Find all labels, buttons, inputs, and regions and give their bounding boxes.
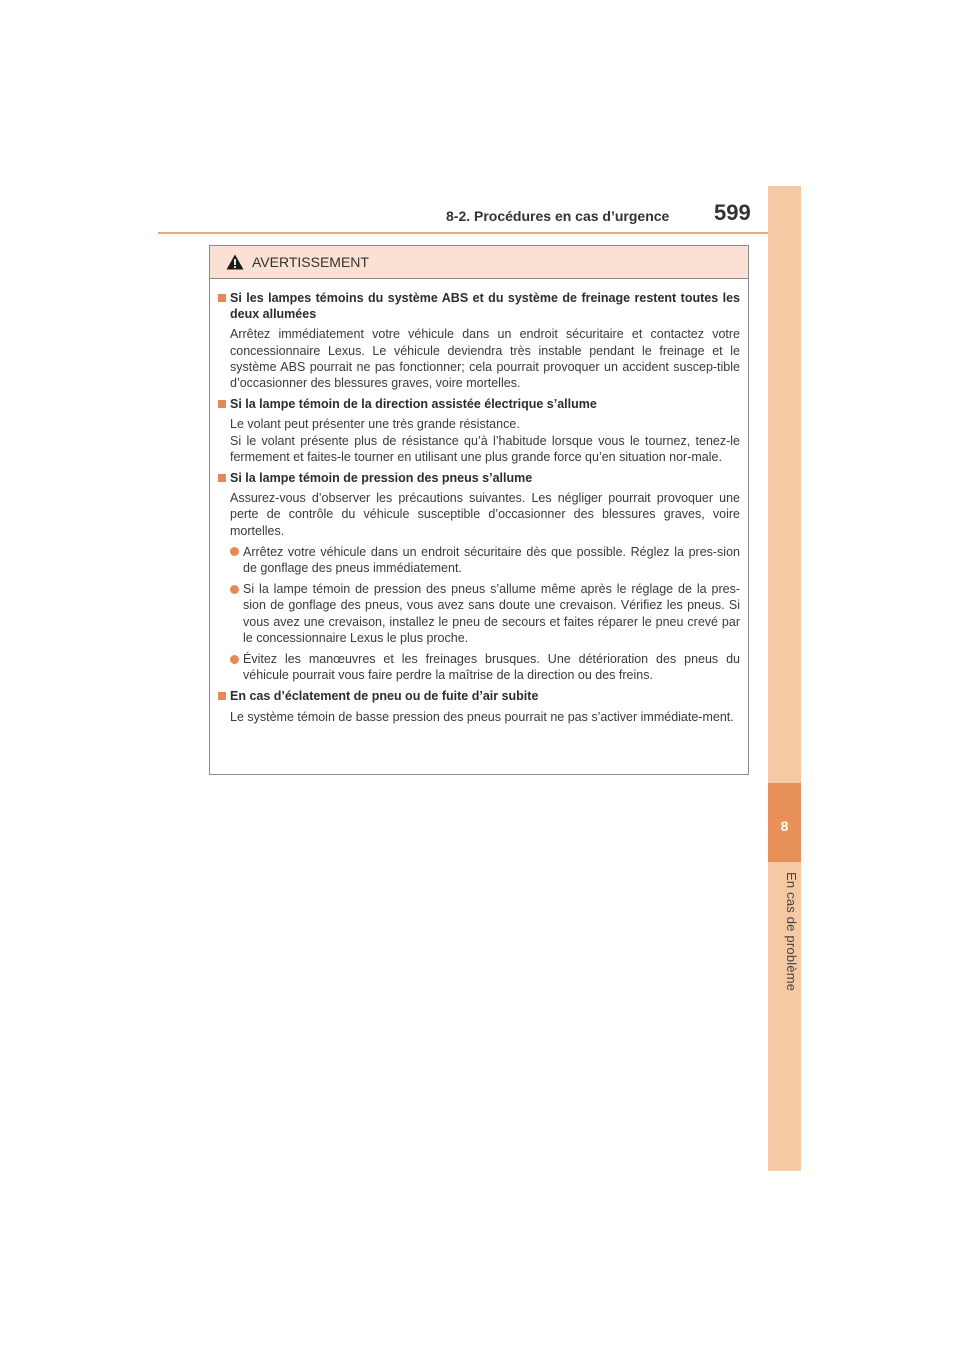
round-bullet-icon (230, 547, 239, 556)
warning-item-heading (218, 290, 740, 322)
warning-paragraph: Si le volant présente plus de résistance qu’à l’habitude lorsque vous le tournez, tenez-le fermement et faites-le tourner en utilisant une plus grande force qu’en situation nor-male. (230, 433, 740, 464)
square-bullet-icon (218, 692, 226, 700)
warning-bullet (230, 651, 740, 683)
warning-bullet-text: Si la lampe témoin de pression des pneus s’allume même après le réglage de la pres-sion de gonflage des pneus, vous avez sans doute une crevaison. Vérifiez les pneus. Si vous avez une crevaison, installez le pneu de secours et faites réparer le pneu crevé par le concessionnaire Lexus le plus proche. (243, 582, 740, 645)
warning-item-title: Si la lampe témoin de pression des pneus s’allume (230, 471, 533, 486)
warning-title: AVERTISSEMENT (252, 254, 369, 270)
warning-item-heading (218, 470, 740, 486)
warning-item-title: Si les lampes témoins du système ABS et du système de freinage restent toutes les deux allumées (230, 291, 740, 322)
warning-box (209, 245, 749, 775)
warning-item-heading (218, 688, 740, 704)
square-bullet-icon (218, 400, 226, 408)
warning-item (218, 290, 740, 391)
chapter-number: 8 (780, 818, 789, 834)
warning-item (218, 396, 740, 465)
chapter-side-strip (768, 186, 801, 1171)
warning-triangle-icon (226, 254, 244, 270)
warning-paragraph: Le volant peut présenter une très grande résistance. (230, 417, 520, 432)
square-bullet-icon (218, 294, 226, 302)
warning-item-title: Si la lampe témoin de la direction assistée électrique s’allume (230, 397, 597, 412)
warning-item (218, 688, 740, 724)
warning-bullet-text: Évitez les manœuvres et les freinages brusques. Une détérioration des pneus du véhicule pourrait vous faire perdre la maîtrise de la direction ou des freins. (243, 652, 740, 683)
section-title: 8-2. Procédures en cas d’urgence (446, 208, 670, 224)
header-divider (158, 232, 800, 234)
warning-paragraph: Le système témoin de basse pression des pneus pourrait ne pas s’activer immédiate-ment. (230, 709, 734, 724)
warning-paragraph: Assurez-vous d’observer les précautions suivantes. Les négliger pourrait provoquer une perte de contrôle du véhicule susceptible d’occasionner des blessures graves, voire mortelles. (230, 491, 740, 538)
chapter-label: En cas de problème (784, 872, 799, 992)
warning-paragraph: Arrêtez immédiatement votre véhicule dans un endroit sécuritaire et contactez votre concessionnaire Lexus. Le véhicule deviendra très instable pendant le freinage et le système ABS pourrait ne pas fonctionner; cela pourrait provoquer un accident suscep-tible d’occasionner des blessures graves, voire mortelles. (230, 327, 740, 391)
warning-header (210, 246, 748, 279)
warning-bullet-text: Arrêtez votre véhicule dans un endroit sécuritaire dès que possible. Réglez la pres-sion de gonflage des pneus immédiatement. (243, 544, 740, 576)
warning-body (210, 279, 748, 725)
round-bullet-icon (230, 655, 239, 664)
warning-item-title: En cas d’éclatement de pneu ou de fuite d’air subite (230, 689, 539, 704)
warning-item-heading (218, 396, 740, 412)
warning-item (218, 470, 740, 683)
page-number: 599 (714, 200, 751, 225)
round-bullet-icon (230, 585, 239, 594)
square-bullet-icon (218, 474, 226, 482)
warning-bullet (230, 544, 740, 576)
warning-bullet (230, 581, 740, 646)
